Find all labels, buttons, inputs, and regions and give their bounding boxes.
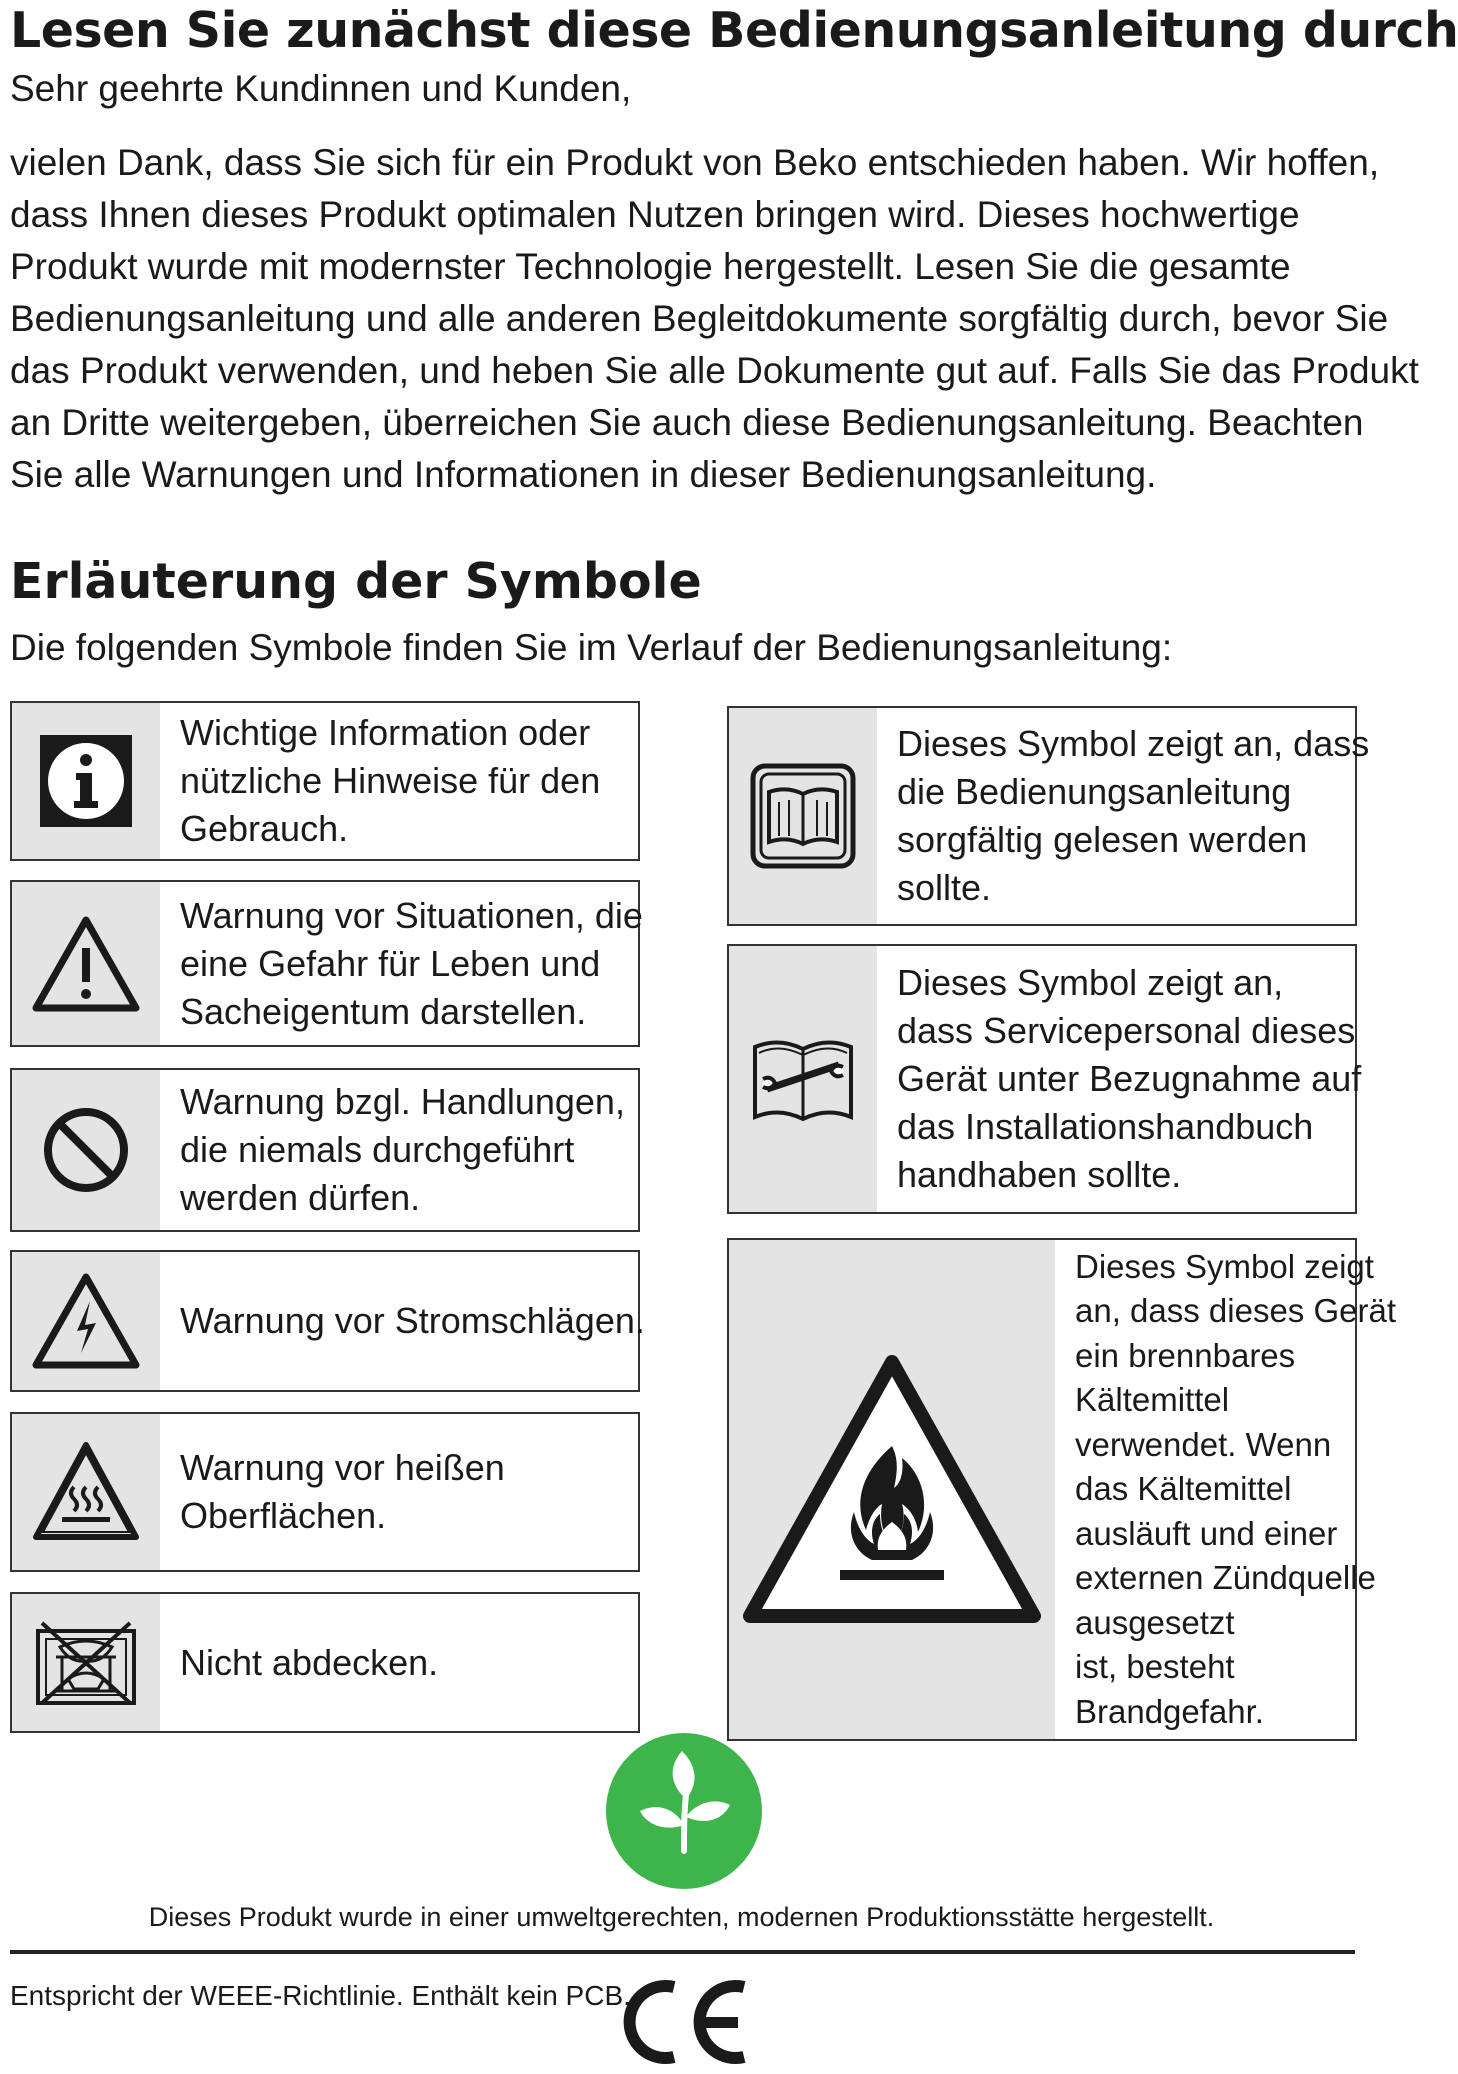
intro-line: vielen Dank, dass Sie sich für ein Produkt von Beko entschieden haben. Wir hoffen, [10,142,1380,183]
salutation: Sehr geehrte Kundinnen und Kunden, [10,68,632,109]
symbol-box-flammable [727,1238,1397,1741]
symbol-box-hot [10,1412,640,1572]
symbol-icon-panel [12,1594,160,1731]
symbol-description: Dieses Symbol zeigt an, dass die Bedienungsanleitung sorgfältig gelesen werden sollte. [897,723,1370,908]
intro-line: dass Ihnen dieses Produkt optimalen Nutzen bringen wird. Dieses hochwertige [10,194,1300,235]
flammable-icon [742,1354,1042,1626]
hot-surface-icon [30,1439,142,1545]
symbols-subtitle: Die folgenden Symbole finden Sie im Verlauf der Bedienungsanleitung: [10,627,1173,668]
intro-paragraph [10,137,1419,501]
symbol-box-prohibited [10,1068,640,1232]
intro-line: Bedienungsanleitung und alle anderen Begleitdokumente sorgfältig durch, bevor Sie [10,298,1389,339]
symbol-box-info [10,701,640,861]
symbol-description: Nicht abdecken. [180,1641,439,1683]
symbol-icon-panel [12,1070,160,1230]
symbol-icon-panel [12,882,160,1045]
footer-divider [10,1950,1355,1954]
service-manual-icon [749,1027,857,1131]
page-title: Lesen Sie zunächst diese Bedienungsanleitung durch [10,2,1458,59]
eco-statement: Dieses Produkt wurde in einer umweltgerechten, modernen Produktionsstätte hergestellt. [148,1902,1215,1932]
weee-statement: Entspricht der WEEE-Richtlinie. Enthält kein PCB. [10,1980,631,2011]
symbol-box-warning [10,880,643,1047]
symbol-icon-panel [729,1240,1055,1739]
intro-line: Produkt wurde mit modernster Technologie hergestellt. Lesen Sie die gesamte [10,246,1291,287]
symbol-description: Warnung vor Stromschlägen. [180,1300,645,1341]
eco-leaf-icon [606,1733,762,1889]
symbol-description: Dieses Symbol zeigt an, dass dieses Gerät ein brennbares Kältemittel verwendet. Wenn das Kältemittel ausläuft und einer externen Zündquelle ausgesetzt ist, besteht Brandgefahr. [1075,1247,1397,1730]
symbol-description: Wichtige Information oder nützliche Hinweise für den Gebrauch. [180,712,601,849]
electric-shock-icon [30,1271,142,1371]
symbol-icon-panel [12,1414,160,1570]
symbol-box-electric [10,1250,645,1392]
symbol-box-nocover [10,1592,640,1733]
warning-triangle-icon [30,914,142,1014]
do-not-cover-icon [32,1617,140,1709]
symbol-description: Dieses Symbol zeigt an, dass Servicepersonal dieses Gerät unter Bezugnahme auf das Installationshandbuch handhaben sollte. [897,962,1362,1195]
ce-mark-icon [614,1975,754,2069]
symbol-icon-panel [12,1252,160,1390]
symbol-icon-panel [12,703,160,859]
symbols-heading: Erläuterung der Symbole [10,553,702,610]
symbol-description: Warnung vor heißen Oberflächen. [180,1447,505,1536]
prohibited-icon [40,1104,132,1196]
symbol-icon-panel [729,708,877,924]
symbol-description: Warnung vor Situationen, die eine Gefahr für Leben und Sacheigentum darstellen. [180,894,643,1032]
intro-line: Sie alle Warnungen und Informationen in dieser Bedienungsanleitung. [10,454,1157,495]
intro-line: an Dritte weitergeben, überreichen Sie auch diese Bedienungsanleitung. Beachten [10,402,1364,443]
symbol-icon-panel [729,946,877,1212]
read-manual-icon [749,762,857,870]
symbol-box-manual [727,706,1370,926]
info-icon [38,733,134,829]
symbol-description: Warnung bzgl. Handlungen, die niemals durchgeführt werden dürfen. [180,1081,625,1218]
intro-line: das Produkt verwenden, und heben Sie alle Dokumente gut auf. Falls Sie das Produkt [10,350,1419,391]
symbol-box-service [727,944,1362,1214]
